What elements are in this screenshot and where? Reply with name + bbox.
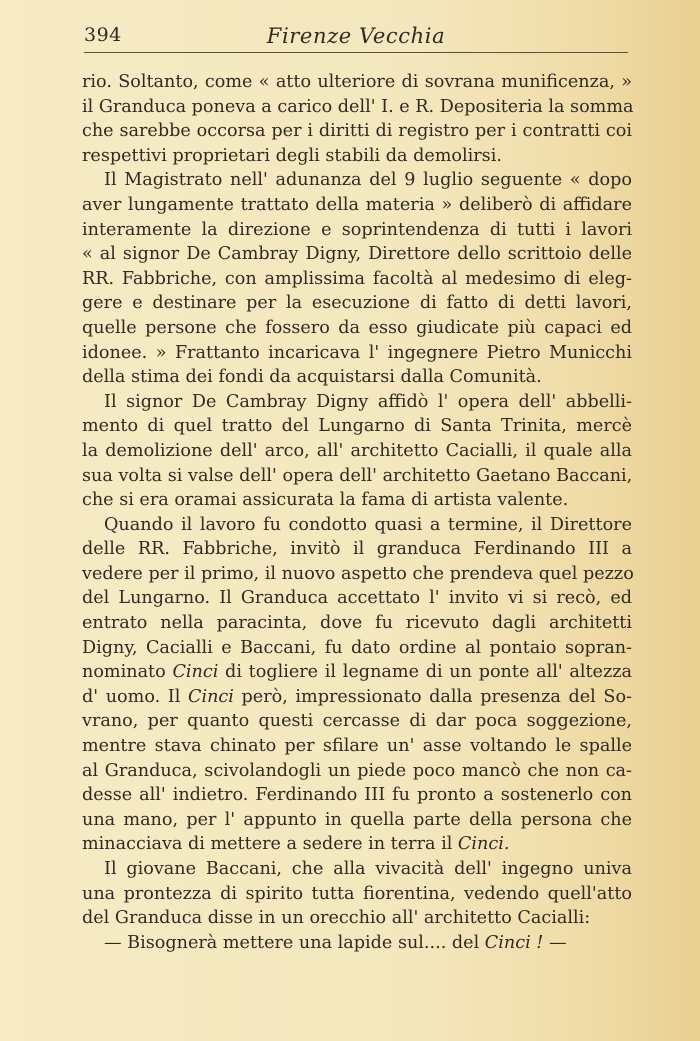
text-line (82, 685, 632, 710)
text-line: del Lungarno. Il Granduca accettato l' invito vi si recò, ed (82, 588, 632, 609)
text-run: di togliere il legname di un ponte all' altezza (218, 662, 632, 683)
text-line (82, 660, 632, 685)
text-line: Il signor De Cambray Digny affidò l' opera dell' abbelli- (104, 391, 632, 412)
text-run: d' uomo. Il (82, 686, 188, 707)
italic-name: Cinci. (457, 834, 510, 855)
text-run: minacciava di mettere a sedere in terra il (82, 834, 458, 855)
text-line: della stima dei fondi da acquistarsi dalla Comunità. (82, 367, 542, 388)
text-line: una prontezza di spirito tutta fiorentina, vedendo quell'atto (82, 883, 632, 904)
text-line: la demolizione dell' arco, all' architetto Cacialli, il quale alla (82, 440, 632, 461)
text-line: vrano, per quanto questi cercasse di dar poca soggezione, (82, 711, 632, 732)
text-line: RR. Fabbriche, con amplissima facoltà al medesimo di eleg- (82, 268, 632, 289)
running-title: Firenze Vecchia (266, 24, 446, 48)
text-line: Il giovane Baccani, che alla vivacità dell' ingegno univa (104, 859, 632, 879)
text-run: però, impressionato dalla presenza del So- (233, 686, 633, 707)
text-run: — Bisognerà mettere una lapide sul.... del (104, 932, 485, 953)
text-run: — (543, 932, 567, 953)
text-line: aver lungamente trattato della materia » deliberò di affidare (82, 194, 632, 215)
page-number: 394 (84, 24, 122, 46)
text-line (82, 832, 632, 857)
italic-name: Cinci ! (484, 932, 544, 953)
text-line: « al signor De Cambray Digny, Direttore dello scrittoio delle (82, 244, 632, 265)
text-line: Digny, Cacialli e Baccani, fu dato ordine al pontaio sopran- (82, 637, 632, 658)
header-rule (84, 52, 628, 53)
text-line: respettivi proprietari degli stabili da demolirsi. (82, 145, 502, 166)
body-text (82, 70, 632, 955)
text-line: del Granduca disse in un orecchio all' architetto Cacialli: (82, 908, 591, 929)
text-line: quelle persone che fossero da esso giudicate più capaci ed (82, 317, 632, 338)
text-line: vedere per il primo, il nuovo aspetto che prendeva quel pezzo (82, 563, 634, 584)
text-line (82, 931, 632, 956)
text-line: gere e destinare per la esecuzione di fatto di detti lavori, (82, 293, 632, 314)
text-line: idonee. » Frattanto incaricava l' ingegnere Pietro Municchi (82, 342, 632, 363)
page-header (82, 24, 630, 54)
text-line: rio. Soltanto, come « atto ulteriore di sovrana munificenza, » (82, 72, 632, 92)
text-run: nominato (82, 662, 173, 683)
text-line: una mano, per l' appunto in quella parte della persona che (82, 809, 632, 830)
text-line: desse all' indietro. Ferdinando III fu pronto a sostenerlo con (82, 785, 632, 806)
text-line: interamente la direzione e soprintendenza di tutti i lavori (82, 219, 632, 240)
text-line: entrato nella paracinta, dove fu ricevuto dagli architetti (82, 613, 632, 634)
text-line: che si era oramai assicurata la fama di artista valente. (82, 490, 569, 511)
text-line: che sarebbe occorsa per i diritti di registro per i contratti coi (82, 121, 632, 142)
italic-name: Cinci (188, 686, 234, 707)
text-line: sua volta si valse dell' opera dell' architetto Gaetano Baccani, (82, 465, 633, 486)
italic-name: Cinci (172, 662, 219, 683)
text-line: mento di quel tratto del Lungarno di Santa Trinita, mercè (82, 416, 632, 437)
text-line: delle RR. Fabbriche, invitò il granduca Ferdinando III a (82, 539, 632, 560)
text-line: mentre stava chinato per sfilare un' asse voltando le spalle (82, 736, 632, 757)
text-line: il Granduca poneva a carico dell' I. e R. Depositeria la somma (82, 96, 634, 117)
text-line: Quando il lavoro fu condotto quasi a termine, il Direttore (104, 514, 632, 535)
text-line: Il Magistrato nell' adunanza del 9 luglio seguente « dopo (104, 170, 632, 191)
text-line: al Granduca, scivolandogli un piede poco mancò che non ca- (82, 760, 632, 781)
